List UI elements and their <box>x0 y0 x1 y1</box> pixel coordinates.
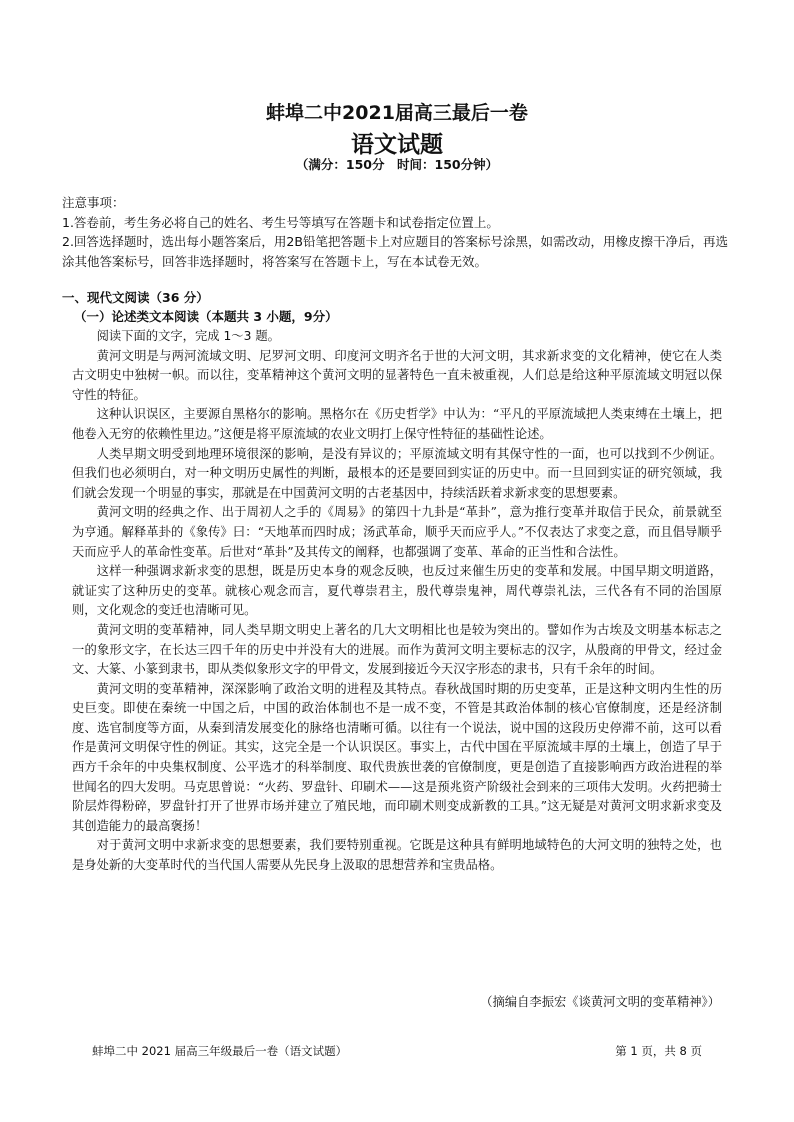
passage-paragraph: 黄河文明的经典之作、出于周初人之手的《周易》的第四十九卦是“革卦”，意为推行变革并取信于民众，前景就至为亨通。解释革卦的《象传》曰：“天地革而四时成；汤武革命，顺乎天而应乎人。”不仅表达了求变之意，而且倡导顺乎天而应乎人的革命性变革。后世对“革卦”及其传文的阐释，也都强调了变革、革命的正当性和合法性。 <box>72 505 722 559</box>
score-time-info: （满分：150分 时间：150分钟） <box>295 157 499 172</box>
passage-source: （摘编自李振宏《谈黄河文明的变革精神》） <box>480 995 720 1009</box>
notice-block <box>62 193 734 271</box>
exam-title: 蚌埠二中2021届高三最后一卷 <box>266 102 528 124</box>
passage-paragraph: 人类早期文明受到地理环境很深的影响，是没有异议的；平原流域文明有其保守性的一面，也可以找到不少例证。但我们也必须明白，对一种文明历史属性的判断，最根本的还是要回到实证的历史中。而一旦回到实证的研究领域，我们就会发现一个明显的事实，那就是在中国黄河文明的古老基因中，持续活跃着求新求变的思想要素。 <box>72 446 722 500</box>
footer-page-number: 第 1 页，共 8 页 <box>615 1044 702 1058</box>
notice-item: 1.答卷前，考生务必将自己的姓名、考生号等填写在答题卡和试卷指定位置上。 <box>62 214 499 230</box>
reading-passage <box>72 327 722 876</box>
notice-item: 2.回答选择题时，选出每小题答案后，用2B铅笔把答题卡上对应题目的答案标号涂黑，如需改动，用橡皮擦干净后，再选涂其他答案标号，回答非选择题时，将答案写在答题卡上，写在本试卷无效。 <box>62 234 728 269</box>
notice-heading: 注意事项： <box>62 195 125 210</box>
section-heading: 一、现代文阅读（36 分） <box>62 290 209 305</box>
passage-instruction: 阅读下面的文字，完成 1～3 题。 <box>96 329 280 343</box>
passage-paragraph: 对于黄河文明中求新求变的思想要素，我们要特别重视。它既是这种具有鲜明地域特色的大河文明的独特之处，也是身处新的大变革时代的当代国人需要从先民身上汲取的思想营养和宝贵品格。 <box>72 838 722 873</box>
footer-exam-name: 蚌埠二中 2021 届高三年级最后一卷（语文试题） <box>92 1044 348 1058</box>
passage-paragraph: 黄河文明的变革精神，深深影响了政治文明的进程及其特点。春秋战国时期的历史变革，正是这种文明内生性的历史巨变。即使在秦统一中国之后，中国的政治体制也不是一成不变，不管是其政治体制的核心官僚制度，还是经济制度、选官制度等方面，从秦到清发展变化的脉络也清晰可循。以往有一个说法，说中国的这段历史停滞不前，这可以看作是黄河文明保守性的例证。其实，这完全是一个认识误区。事实上，古代中国在平原流域丰厚的土壤上，创造了早于西方千余年的中央集权制度、公平选才的科举制度、取代贵族世袭的官僚制度，更是创造了直接影响西方政治进程的举世闻名的四大发明。马克思曾说：“火药、罗盘针、印刷术——这是预兆资产阶级社会到来的三项伟大发明。火药把骑士阶层炸得粉碎，罗盘针打开了世界市场并建立了殖民地，而印刷术则变成新教的工具。”这无疑是对黄河文明求新求变及其创造能力的最高褒扬！ <box>72 681 722 833</box>
subject-title: 语文试题 <box>351 132 443 158</box>
passage-paragraph: 这样一种强调求新求变的思想，既是历史本身的观念反映，也反过来催生历史的变革和发展。中国早期文明道路，就证实了这种历史的变革。就核心观念而言，夏代尊崇君主，殷代尊崇鬼神，周代尊崇礼法，三代各有不同的治国原则，文化观念的变迁也清晰可见。 <box>72 564 722 618</box>
passage-paragraph: 黄河文明的变革精神，同人类早期文明史上著名的几大文明相比也是较为突出的。譬如作为古埃及文明基本标志之一的象形文字，在长达三四千年的历史中并没有大的进展。而作为黄河文明主要标志的汉字，从殷商的甲骨文，经过金文、大篆、小篆到隶书，即从类似象形文字的甲骨文，发展到接近今天汉字形态的隶书，只有千余年的时间。 <box>72 622 722 677</box>
passage-paragraph: 黄河文明是与两河流域文明、尼罗河文明、印度河文明齐名于世的大河文明，其求新求变的文化精神，使它在人类古文明史中独树一帜。而以往，变革精神这个黄河文明的显著特色一直未被重视，人们总是给这种平原流域文明冠以保守性的特征。 <box>72 348 722 402</box>
passage-paragraph: 这种认识误区，主要源自黑格尔的影响。黑格尔在《历史哲学》中认为：“平凡的平原流域把人类束缚在土壤上，把他卷入无穷的依赖性里边。”这便是将平原流域的农业文明打上保守性特征的基础性论述。 <box>72 407 722 441</box>
subsection-heading: （一）论述类文本阅读（本题共 3 小题，9分） <box>74 309 338 324</box>
